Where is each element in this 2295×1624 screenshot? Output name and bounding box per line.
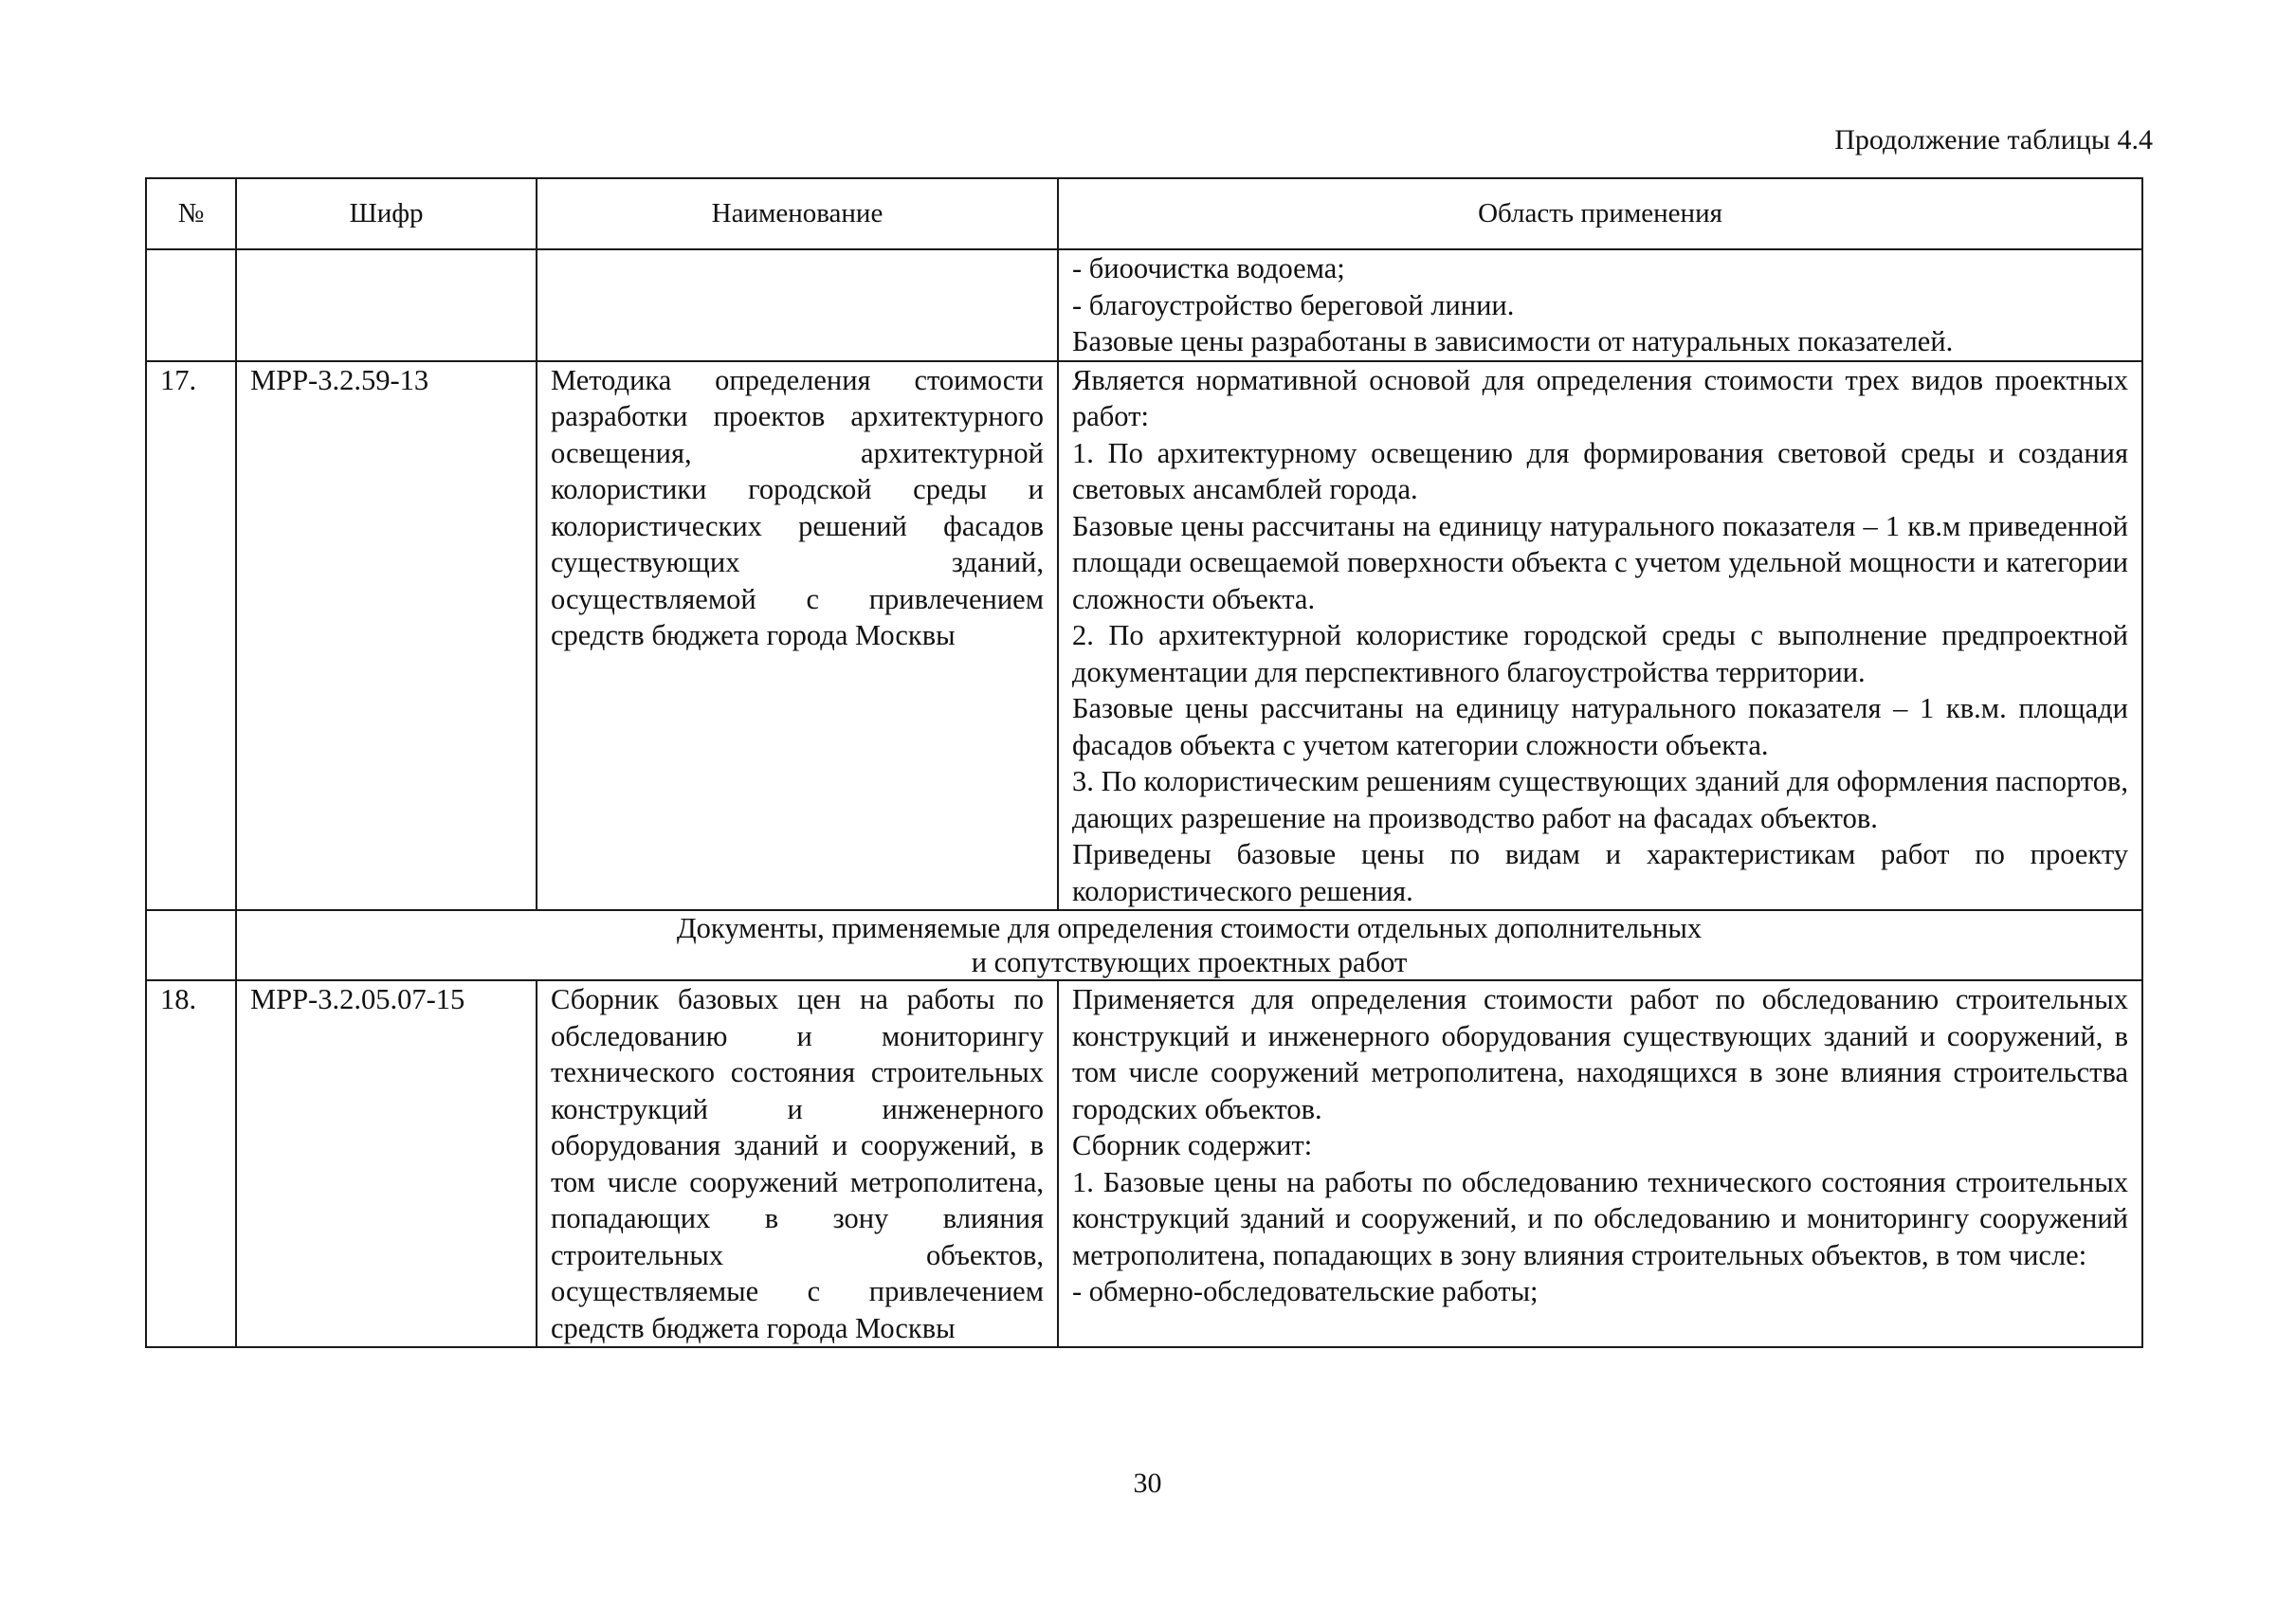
- row17-code: МРР-3.2.59-13: [236, 361, 537, 911]
- row17-area-paragraph: Базовые цены рассчитаны на единицу натурального показателя – 1 кв.м. площади фасадов объекта с учетом категории сложности объекта.: [1072, 692, 2128, 761]
- section-heading-line: и сопутствующих проектных работ: [971, 946, 1408, 978]
- table-caption: Продолжение таблицы 4.4: [1834, 124, 2153, 155]
- table-section-row: [146, 910, 2142, 980]
- table-header-row: [146, 178, 2142, 249]
- row18-area-paragraph: - обмерно-обследовательские работы;: [1072, 1275, 1539, 1307]
- section-heading: [236, 910, 2142, 980]
- continued-num-cell: [146, 249, 236, 361]
- row18-area-paragraph: Сборник содержит:: [1072, 1129, 1313, 1161]
- row18-area-paragraph: 1. Базовые цены на работы по обследованию технического состояния строительных конструкций зданий и сооружений, и по обследованию и мониторингу сооружений метрополитена, попадающих в зону влияния строительных объектов, в том числе:: [1072, 1165, 2128, 1271]
- page-number: 30: [1133, 1468, 1162, 1499]
- continued-code-cell: [236, 249, 537, 361]
- table-row-18: [146, 980, 2142, 1347]
- row17-area-paragraph: Базовые цены рассчитаны на единицу натурального показателя – 1 кв.м приведенной площади освещаемой поверхности объекта с учетом удельной мощности и категории сложности объекта.: [1072, 509, 2128, 615]
- row18-area-cell: [1058, 980, 2142, 1347]
- header-name: Наименование: [537, 178, 1058, 249]
- price-documents-table: [145, 177, 2143, 1348]
- row17-name: Методика определения стоимости разработки проектов архитектурного освещения, архитектурной колористики городской среды и колористических решений фасадов существующих зданий, осуществляемой с привлечением средств бюджета города Москвы: [537, 361, 1058, 911]
- row17-area-paragraph: Приведены базовые цены по видам и характеристикам работ по проекту колористического решения.: [1072, 838, 2128, 907]
- header-area: Область применения: [1058, 178, 2142, 249]
- row18-area-paragraph: Применяется для определения стоимости работ по обследованию строительных конструкций и инженерного оборудования существующих зданий и сооружений, в том числе сооружений метрополитена, находящихся в зоне влияния строительства городских объектов.: [1072, 983, 2128, 1125]
- section-heading-line: Документы, применяемые для определения стоимости отдельных дополнительных: [676, 912, 1703, 944]
- row17-area-cell: [1058, 361, 2142, 911]
- continued-name-cell: [537, 249, 1058, 361]
- row18-num: 18.: [146, 980, 236, 1347]
- table-row-continued: [146, 249, 2142, 361]
- row18-code: МРР-3.2.05.07-15: [236, 980, 537, 1347]
- section-num-cell: [146, 910, 236, 980]
- continued-area-line: Базовые цены разработаны в зависимости от натуральных показателей.: [1072, 325, 1954, 357]
- header-code: Шифр: [236, 178, 537, 249]
- continued-area-line: - биоочистка водоема;: [1072, 252, 1345, 284]
- row17-area-paragraph: Является нормативной основой для определения стоимости трех видов проектных работ:: [1072, 363, 2128, 432]
- row17-area-paragraph: 2. По архитектурной колористике городской среды с выполнение предпроектной документации для перспективного благоустройства территории.: [1072, 619, 2128, 688]
- row17-area-paragraph: 3. По колористическим решениям существующих зданий для оформления паспортов, дающих разрешение на производство работ на фасадах объектов.: [1072, 765, 2128, 834]
- continued-area-line: - благоустройство береговой линии.: [1072, 288, 1515, 321]
- row17-area-paragraph: 1. По архитектурному освещению для формирования световой среды и создания световых ансамблей города.: [1072, 436, 2128, 505]
- header-num: №: [146, 178, 236, 249]
- row17-num: 17.: [146, 361, 236, 911]
- row18-name: Сборник базовых цен на работы по обследованию и мониторингу технического состояния строительных конструкций и инженерного оборудования зданий и сооружений, в том числе сооружений метрополитена, попадающих в зону влияния строительных объектов, осуществляемые с привлечением средств бюджета города Москвы: [537, 980, 1058, 1347]
- continued-area-cell: [1058, 249, 2142, 361]
- table-row-17: [146, 361, 2142, 911]
